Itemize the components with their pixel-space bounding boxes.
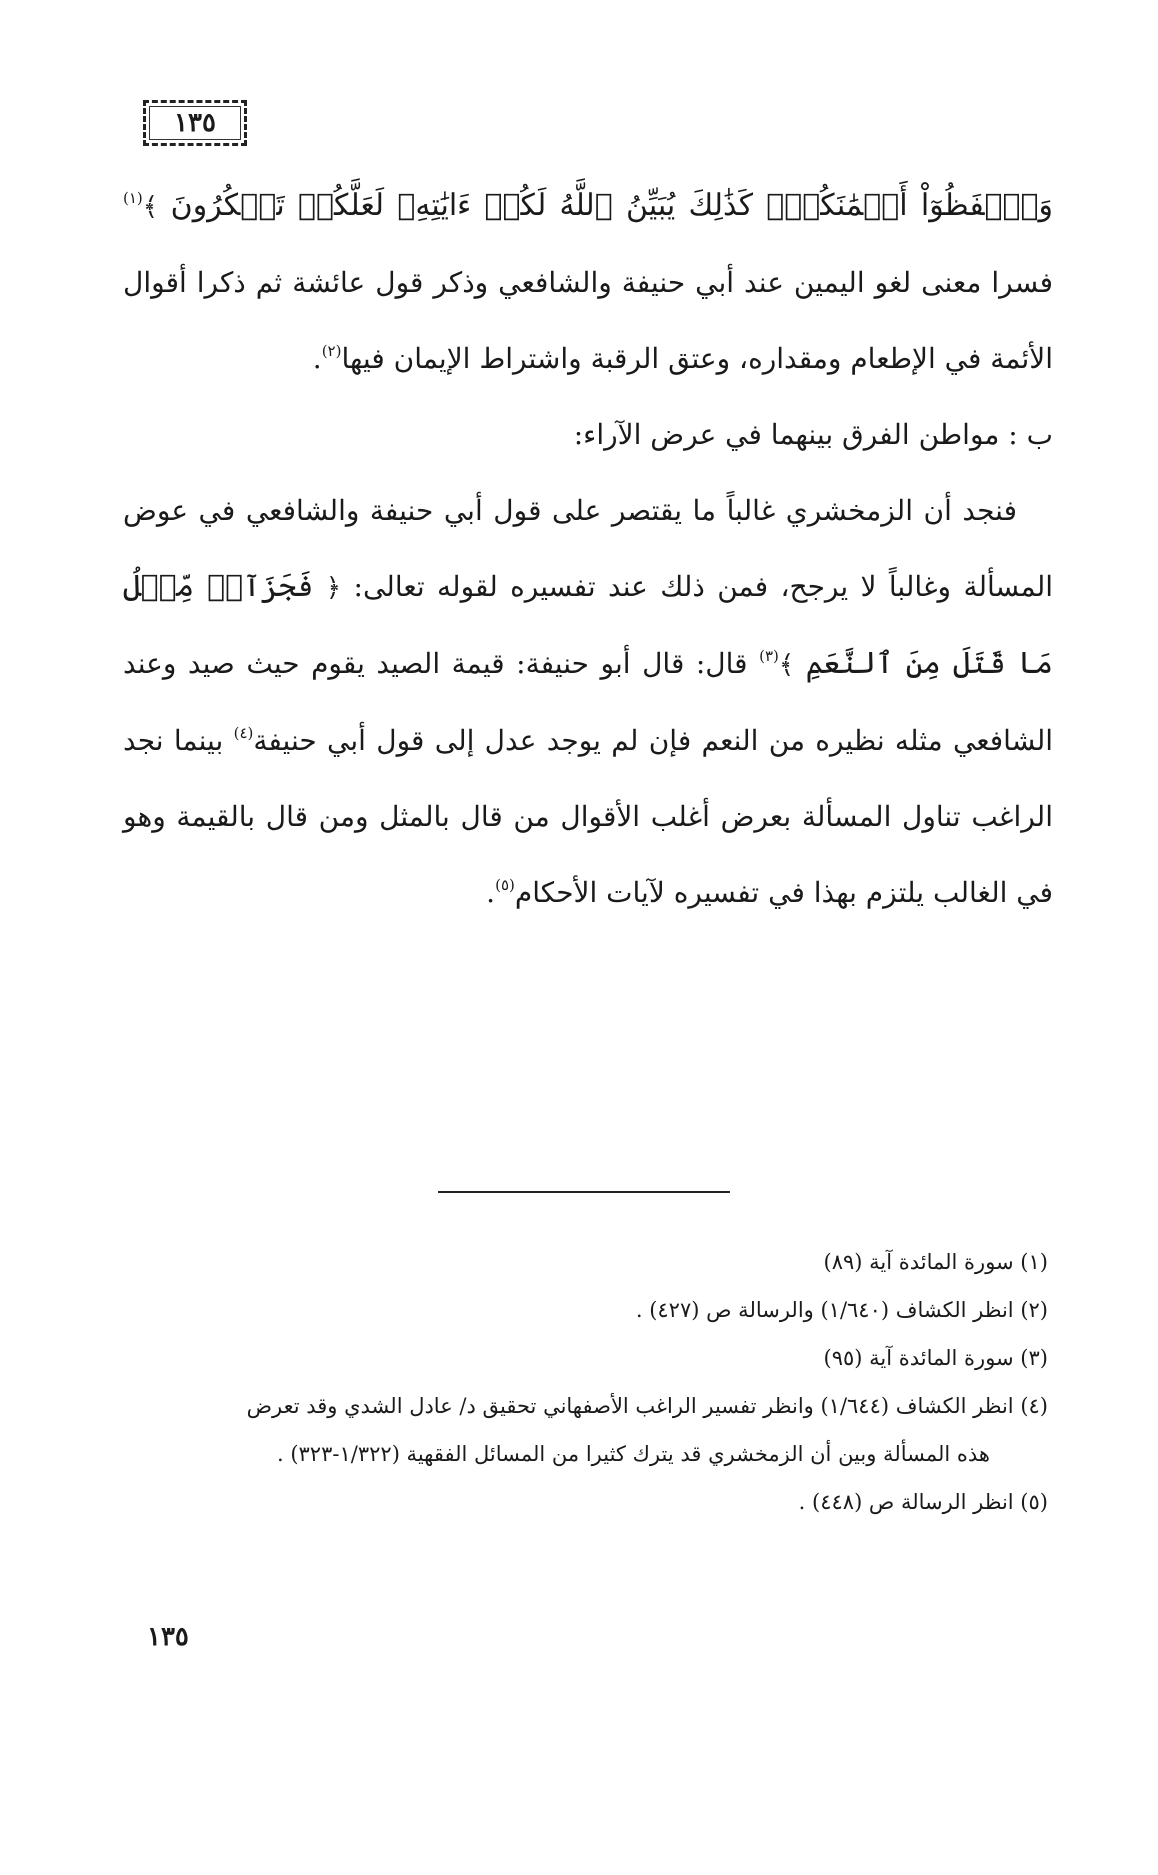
verse-open-bracket: ﴿	[325, 573, 342, 603]
footnote-1: (١) سورة المائدة آية (٨٩)	[823, 1250, 1048, 1274]
footnote-4-continuation: هذه المسألة وبين أن الزمخشري قد يترك كثيرا من المسائل الفقهية (١/٣٢٢-٣٢٣) .	[276, 1442, 990, 1466]
footnote-marker-5: (٥)	[495, 876, 515, 894]
paragraph-2-end: .	[486, 876, 496, 909]
paragraph-2-part-3: بينما نجد الراغب تناول المسألة بعرض أغلب الأقوال من قال بالمثل ومن قال بالقيمة وهو في الغالب يلتزم بهذا في تفسيره لآيات الأحكام	[123, 724, 1053, 909]
page-number-top-text: ١٣٥	[174, 108, 216, 138]
quran-verse-1: وَٱحۡفَظُوٓاْ أَيۡمَٰنَكُمۡۚ كَذَٰلِكَ يُبَيِّنُ ٱللَّهُ لَكُمۡ ءَايَٰتِهِۦ لَعَلَّكُمۡ تَشۡكُرُونَ	[170, 188, 1053, 223]
body-text	[123, 168, 1053, 931]
footnote-marker-1: (١)	[123, 189, 143, 207]
footnote-3: (٣) سورة المائدة آية (٩٥)	[823, 1346, 1048, 1370]
verse-close-bracket-2: ﴾	[778, 650, 795, 680]
footnote-marker-3: (٣)	[759, 647, 779, 665]
quran-verse-2: فَجَزَآءٞ مِّثۡلُ مَا قَتَلَ مِنَ ٱلنَّعَمِ	[123, 569, 1054, 681]
footnote-marker-4: (٤)	[233, 724, 254, 742]
footnote-marker-2: (٢)	[321, 342, 342, 360]
paragraph-1-end: .	[312, 342, 322, 375]
paragraph-1: فسرا معنى لغو اليمين عند أبي حنيفة والشافعي وذكر قول عائشة ثم ذكرا أقوال الأئمة في الإطعام ومقداره، وعتق الرقبة واشتراط الإيمان فيها	[123, 266, 1053, 375]
footnote-2: (٢) انظر الكشاف (١/٦٤٠) والرسالة ص (٤٢٧) .	[635, 1298, 1048, 1322]
page-number-bottom: ١٣٥	[147, 1622, 189, 1652]
page-number-top	[143, 100, 247, 146]
paragraph-2-part-2: قال: قال أبو حنيفة: قيمة الصيد يقوم حيث صيد وعند الشافعي مثله نظيره من النعم فإن لم يوجد عدل إلى قول أبي حنيفة	[123, 647, 1054, 757]
paragraph-2-part-1: فنجد أن الزمخشري غالباً ما يقتصر على قول أبي حنيفة والشافعي في عوض المسألة وغالباً لا يرجح، فمن ذلك عند تفسيره لقوله تعالى:	[123, 494, 1053, 603]
subheading: ب : مواطن الفرق بينهما في عرض الآراء:	[573, 418, 1053, 451]
verse-line	[123, 168, 1053, 397]
footnote-5: (٥) انظر الرسالة ص (٤٤٨) .	[798, 1490, 1048, 1514]
footnote-separator	[438, 1191, 730, 1193]
footnotes	[103, 1238, 1048, 1526]
footnote-4: (٤) انظر الكشاف (١/٦٤٤) وانظر تفسير الراغب الأصفهاني تحقيق د/ عادل الشدي وقد تعرض	[246, 1394, 1048, 1418]
paragraph-2	[123, 473, 1053, 931]
verse-close-bracket: ﴾	[142, 192, 159, 222]
